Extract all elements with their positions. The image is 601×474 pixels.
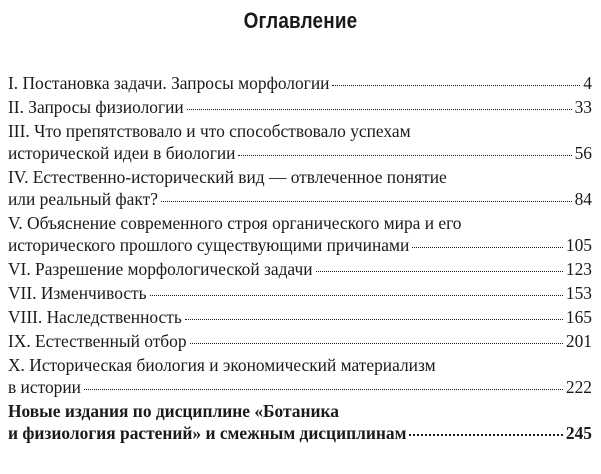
toc-entry-9[interactable]	[8, 330, 592, 352]
toc-entry-title-continued: исторического прошлого существующими причинами	[8, 235, 410, 255]
dot-leader	[187, 109, 572, 110]
toc-page-number: 245	[565, 423, 592, 443]
toc-page-number: 123	[565, 259, 592, 279]
toc-entry-title-continued: и физиология растений» и смежным дисциплинам	[8, 423, 407, 443]
toc-entry-4[interactable]	[8, 166, 592, 210]
dot-leader	[150, 295, 563, 296]
toc-page-number: 105	[565, 235, 592, 255]
toc-entry-title: IX. Естественный отбор	[8, 331, 187, 351]
dot-leader	[332, 85, 580, 86]
toc-entry-title-continued: в истории	[8, 377, 81, 397]
toc-entry-new-editions[interactable]	[8, 400, 592, 444]
toc-entry-title: V. Объяснение современного строя органического мира и его	[8, 213, 462, 233]
toc-entry-5[interactable]	[8, 212, 592, 256]
toc-entry-title-continued: исторической идеи в биологии	[8, 143, 236, 163]
toc-entry-title: VI. Разрешение морфологической задачи	[8, 259, 313, 279]
dot-leader	[190, 343, 563, 344]
toc-page-number: 222	[565, 377, 592, 397]
toc-entry-10[interactable]	[8, 354, 592, 398]
toc-entry-2[interactable]	[8, 96, 592, 118]
dot-leader	[161, 201, 572, 202]
toc-entry-title-continued: или реальный факт?	[8, 189, 158, 209]
toc-page-number: 201	[565, 331, 592, 351]
toc-entry-title: IV. Естественно-исторический вид — отвлеченное понятие	[8, 167, 447, 187]
dot-leader	[412, 247, 563, 248]
toc-page-number: 4	[583, 73, 592, 93]
toc-page-number: 153	[565, 283, 592, 303]
toc-entry-8[interactable]	[8, 306, 592, 328]
dot-leader	[238, 155, 571, 156]
toc-entry-3[interactable]	[8, 120, 592, 164]
dot-leader	[84, 389, 563, 390]
toc-page-number: 33	[574, 97, 592, 117]
dot-leader	[409, 434, 562, 436]
toc-page-number: 56	[574, 143, 592, 163]
toc-entry-1[interactable]	[8, 72, 592, 94]
toc-entry-title: II. Запросы физиологии	[8, 97, 184, 117]
dot-leader	[185, 319, 563, 320]
toc-page-number: 84	[574, 189, 592, 209]
table-of-contents	[8, 72, 592, 446]
toc-entry-title: VII. Изменчивость	[8, 283, 147, 303]
toc-entry-title: VIII. Наследственность	[8, 307, 182, 327]
toc-entry-title: I. Постановка задачи. Запросы морфологии	[8, 73, 330, 93]
page-title: Оглавление	[243, 8, 358, 33]
toc-entry-7[interactable]	[8, 282, 592, 304]
toc-page-number: 165	[565, 307, 592, 327]
toc-entry-6[interactable]	[8, 258, 592, 280]
toc-entry-title: X. Историческая биология и экономический материализм	[8, 355, 436, 375]
toc-entry-title: Новые издания по дисциплине «Ботаника	[8, 401, 339, 421]
toc-entry-title: III. Что препятствовало и что способствовало успехам	[8, 121, 411, 141]
dot-leader	[316, 271, 563, 272]
